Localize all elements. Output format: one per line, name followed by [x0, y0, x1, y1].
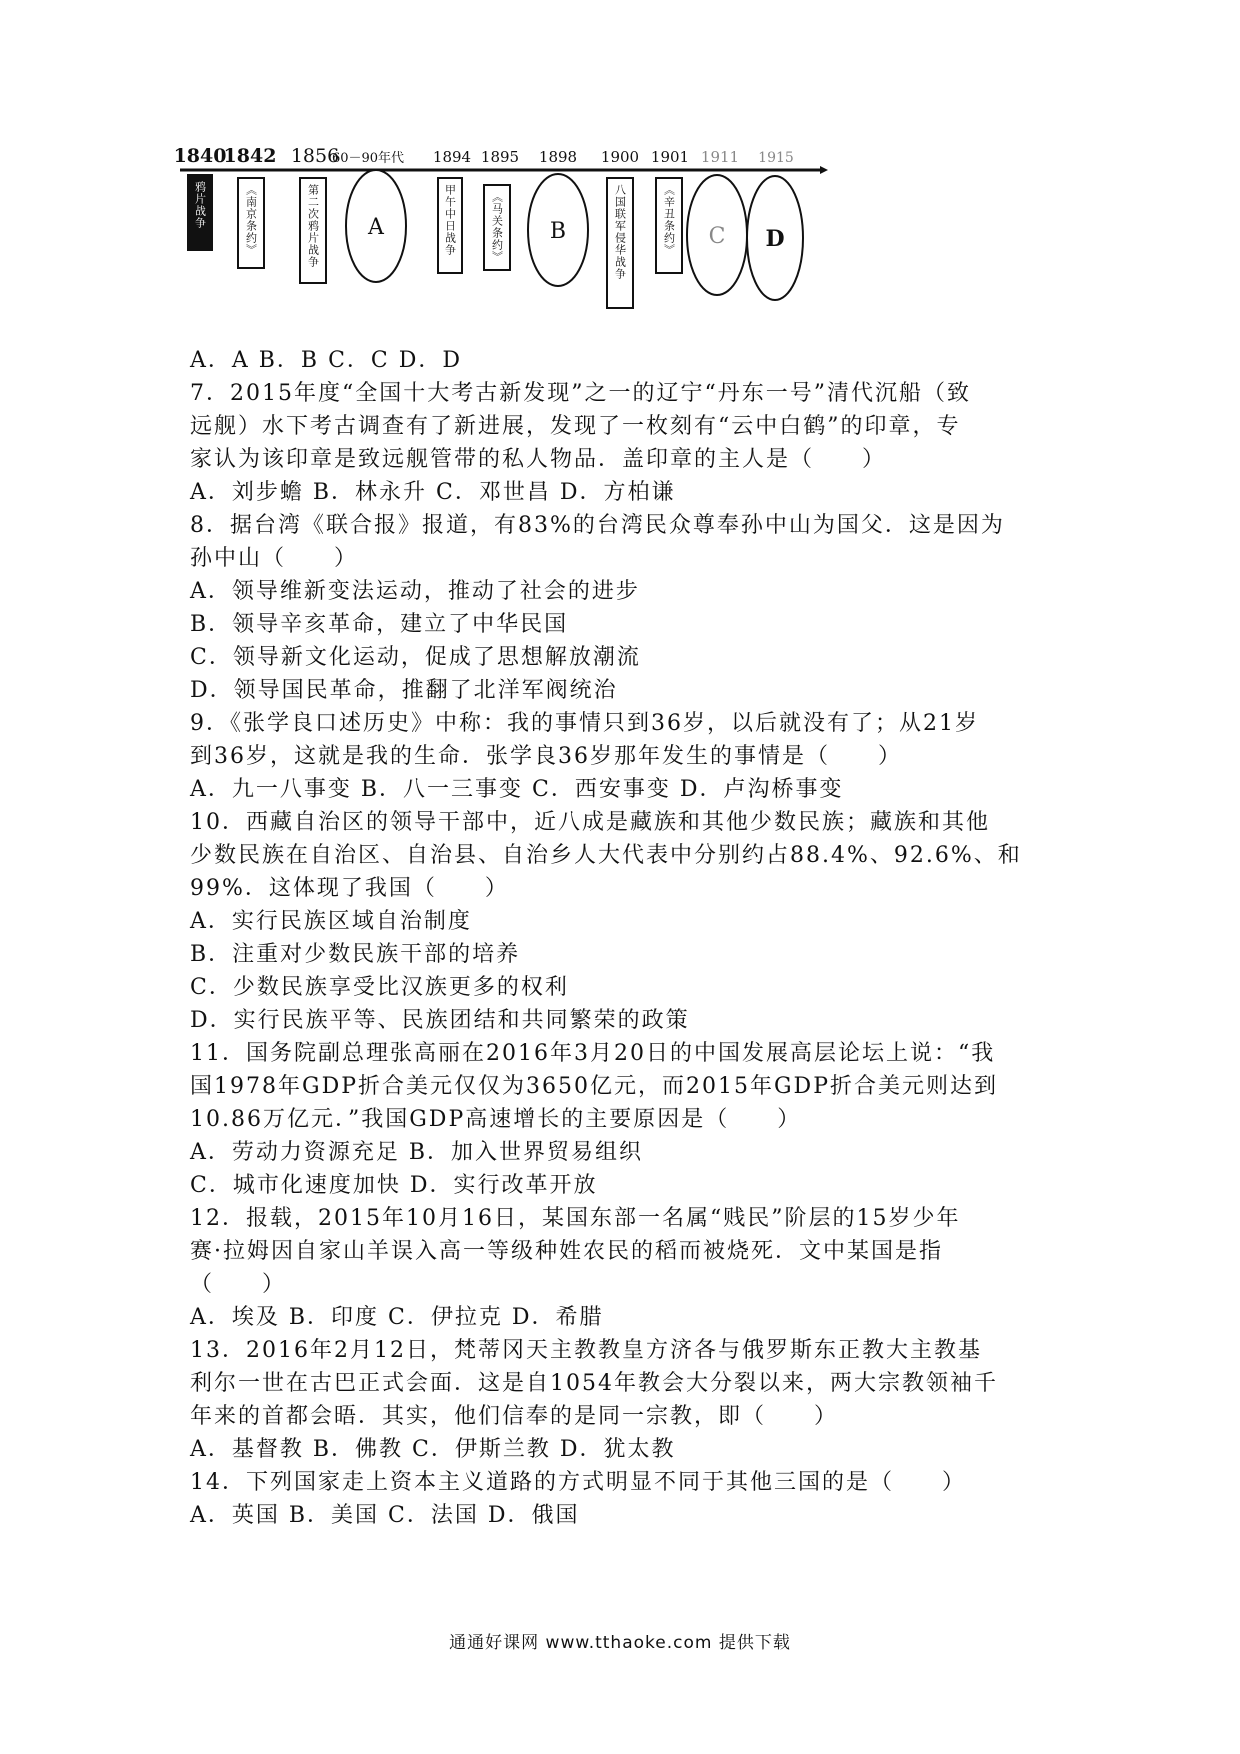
question-stem-line: 9．《张学良口述历史》中称：我的事情只到36岁，以后就没有了；从21岁: [190, 711, 979, 736]
question-list: [190, 377, 1060, 1532]
event-label: 《辛丑条约》: [662, 184, 676, 256]
question-stem-line: 11．国务院副总理张高丽在2016年3月20日的中国发展高层论坛上说：“我: [190, 1041, 996, 1066]
option-line: B．领导辛亥革命，建立了中华民国: [190, 612, 569, 637]
option-line: A．领导维新变法运动，推动了社会的进步: [190, 579, 640, 604]
page-footer: 通通好课网 www.tthaoke.com 提供下载: [449, 1633, 791, 1653]
timeline-year-label: 1840: [173, 145, 227, 167]
question-stem-line: 14．下列国家走上资本主义道路的方式明显不同于其他三国的是（ ）: [190, 1470, 966, 1495]
question-stem-line: 年来的首都会晤．其实，他们信奉的是同一宗教，即（ ）: [190, 1404, 839, 1429]
question-stem-line: 远舰）水下考古调查有了新进展，发现了一枚刻有“云中白鹤”的印章，专: [190, 414, 961, 439]
question-stem-line: 赛·拉姆因自家山羊误入高一等级种姓农民的稻而被烧死．文中某国是指: [190, 1239, 943, 1264]
question-9: [190, 707, 1060, 806]
question-stem-line: 99%．这体现了我国（ ）: [190, 876, 509, 901]
question-13: [190, 1334, 1060, 1466]
question-stem-line: 家认为该印章是致远舰管带的私人物品．盖印章的主人是（ ）: [190, 447, 887, 472]
event-label: 鸦片战争: [193, 181, 207, 229]
question-11: [190, 1037, 1060, 1202]
option-line: C．城市化速度加快 D．实行改革开放: [190, 1173, 598, 1198]
question-stem-line: 孙中山（ ）: [190, 546, 359, 571]
timeline-arrow: [820, 166, 828, 174]
question-14: [190, 1466, 1060, 1532]
timeline-year-label: 1895: [480, 148, 520, 166]
timeline-year-label: 1901: [650, 148, 690, 166]
question-stem-line: 利尔一世在古巴正式会面．这是自1054年教会大分裂以来，两大宗教领袖千: [190, 1371, 998, 1396]
question-stem-line: 12．报载，2015年10月16日，某国东部一名属“贱民”阶层的15岁少年: [190, 1206, 961, 1231]
question-stem-line: 少数民族在自治区、自治县、自治乡人大代表中分别约占88.4%、92.6%、和: [190, 843, 1022, 868]
question-stem-line: 10.86万亿元．”我国GDP高速增长的主要原因是（ ）: [190, 1107, 802, 1132]
option-line: A．劳动力资源充足 B．加入世界贸易组织: [190, 1140, 644, 1165]
question-stem-line: 13．2016年2月12日，梵蒂冈天主教教皇方济各与俄罗斯东正教大主教基: [190, 1338, 982, 1363]
question-stem-line: 到36岁，这就是我的生命．张学良36岁那年发生的事情是（ ）: [190, 744, 902, 769]
oval-letter: C: [708, 224, 726, 249]
event-label: 第二次鸦片战争: [306, 184, 320, 268]
timeline-year-label: 1911: [700, 148, 740, 166]
timeline-year-label: 60－90年代: [331, 151, 405, 166]
option-line: A．九一八事变 B．八一三事变 C．西安事变 D．卢沟桥事变: [190, 777, 844, 802]
option-line: A．A B．B C．C D．D: [190, 348, 463, 373]
event-label: 八国联军侵华战争: [613, 184, 627, 280]
question-8: [190, 509, 1060, 707]
question-stem-line: （ ）: [190, 1272, 287, 1297]
option-line: C．领导新文化运动，促成了思想解放潮流: [190, 645, 641, 670]
option-line: A．实行民族区域自治制度: [190, 909, 472, 934]
event-label: 甲午中日战争: [443, 184, 457, 256]
option-line: D．领导国民革命，推翻了北洋军阀统治: [190, 678, 618, 703]
oval-letter: D: [765, 226, 785, 252]
question-stem-line: 国1978年GDP折合美元仅仅为3650亿元，而2015年GDP折合美元则达到: [190, 1074, 998, 1099]
event-label: 《南京条约》: [244, 184, 258, 256]
timeline-year-label: 1915: [758, 150, 794, 166]
timeline-year-label: 1898: [538, 148, 578, 166]
option-line: A．基督教 B．佛教 C．伊斯兰教 D．犹太教: [190, 1437, 676, 1462]
question-stem-line: 7．2015年度“全国十大考古新发现”之一的辽宁“丹东一号”清代沉船（致: [190, 381, 971, 406]
option-line: D．实行民族平等、民族团结和共同繁荣的政策: [190, 1008, 690, 1033]
timeline-year-label: 1856: [290, 145, 340, 167]
oval-letter: A: [368, 215, 384, 240]
prev-answer-options: [190, 344, 1060, 377]
question-stem-line: 10．西藏自治区的领导干部中，近八成是藏族和其他少数民族；藏族和其他: [190, 810, 990, 835]
question-stem-line: 8．据台湾《联合报》报道，有83%的台湾民众尊奉孙中山为国父．这是因为: [190, 513, 1005, 538]
option-line: B．注重对少数民族干部的培养: [190, 942, 521, 967]
option-line: C．少数民族享受比汉族更多的权利: [190, 975, 569, 1000]
event-label: 《马关条约》: [490, 191, 504, 263]
question-10: [190, 806, 1060, 1037]
history-timeline-figure: [173, 140, 940, 350]
timeline-year-label: 1900: [600, 148, 640, 166]
option-line: A．刘步蟾 B．林永升 C．邓世昌 D．方柏谦: [190, 480, 676, 505]
timeline-year-label: 1894: [432, 148, 472, 166]
question-12: [190, 1202, 1060, 1334]
option-line: A．埃及 B．印度 C．伊拉克 D．希腊: [190, 1305, 604, 1330]
question-7: [190, 377, 1060, 509]
oval-letter: B: [549, 219, 567, 244]
timeline-year-label: 1842: [223, 145, 277, 167]
option-line: A．英国 B．美国 C．法国 D．俄国: [190, 1503, 580, 1528]
